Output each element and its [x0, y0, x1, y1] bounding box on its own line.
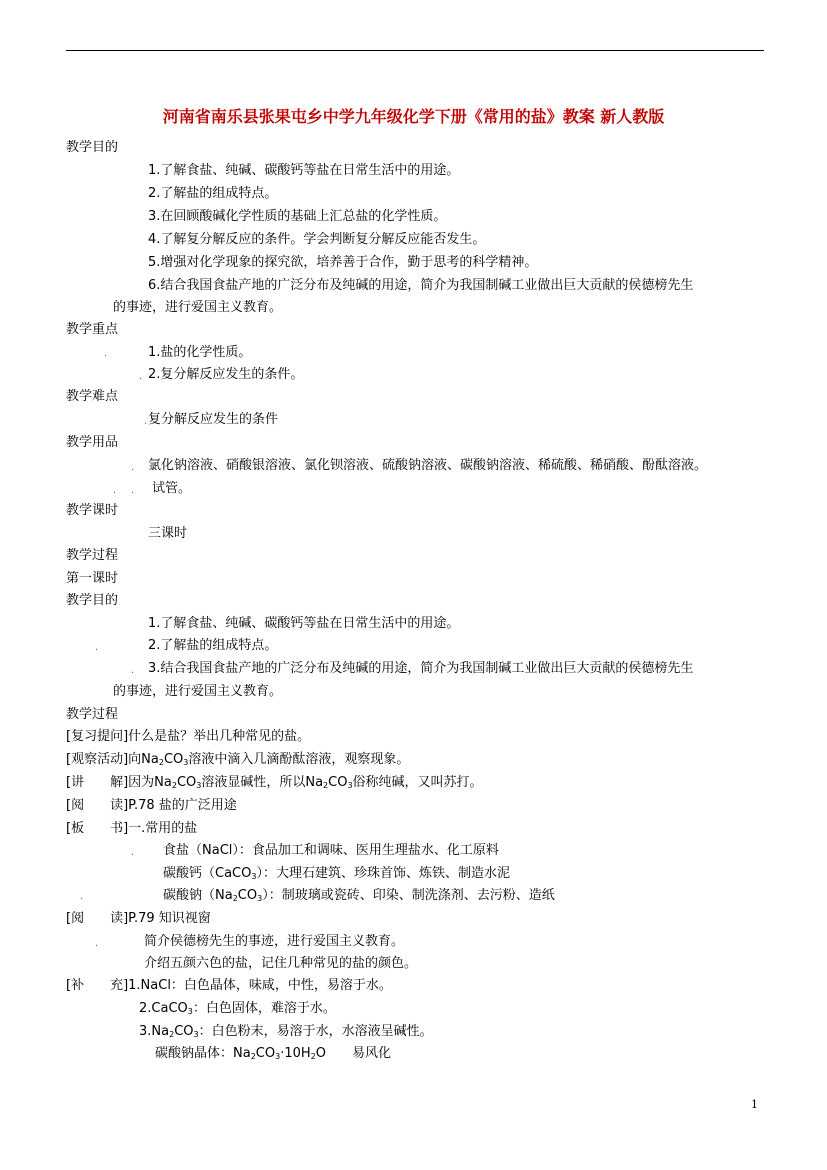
heading-process-2: 教学过程	[66, 707, 119, 722]
key-point-2: 2.复分解反应发生的条件。	[148, 367, 304, 382]
lesson-goal-2: 2.了解盐的组成特点。	[148, 638, 278, 653]
goal-2: 2.了解盐的组成特点。	[148, 186, 278, 201]
goal-1: 1.了解食盐、纯碱、碳酸钙等盐在日常生活中的用途。	[148, 163, 460, 178]
stray-dot-mark: .	[131, 462, 135, 473]
reading-p78: [阅 读]P.78 盐的广泛用途	[66, 798, 237, 813]
goal-5: 5.增强对化学现象的探究欲，培养善于合作，勤于思考的科学精神。	[148, 255, 538, 270]
salt-use-na2co3: 碳酸钠$(Na_2CO_3)$：制玻璃或瓷砖、印染、制洗涤剂、去污粉、造纸	[163, 888, 555, 903]
salt-use-nacl: 食盐（NaCl）：食品加工和调味、医用生理盐水、化工原料	[163, 843, 499, 858]
reading-p79: [阅 读]P.79 知识视窗	[66, 911, 211, 926]
heading-key-points: 教学重点	[66, 322, 119, 337]
supplement-nacl: [补 充]1.NaCl：白色晶体，味咸，中性，易溶于水。	[66, 978, 392, 993]
heading-class-hours: 教学课时	[66, 503, 119, 518]
goal-4: 4.了解复分解反应的条件。学会判断复分解反应能否发生。	[148, 232, 486, 247]
materials-test-tube: 试管。	[152, 481, 192, 496]
heading-materials: 教学用品	[66, 435, 119, 450]
stray-dot-mark: .	[104, 348, 108, 359]
stray-dot-mark: .	[131, 847, 135, 858]
stray-dot-mark: .	[80, 891, 84, 902]
intro-salt-colors: 介绍五颜六色的盐，记住几种常见的盐的颜色。	[144, 956, 418, 971]
supplement-crystal: 碳酸钠晶体：$Na_2CO_3\cdot 10H_2O$ 易风化	[155, 1046, 391, 1061]
goal-6-line-1: 6.结合我国食盐产地的广泛分布及纯碱的用途，简介为我国制碱工业做出巨大贡献的侯德榜先生	[148, 278, 694, 293]
stray-dot-mark: .	[95, 642, 99, 653]
stray-dot-mark: .	[95, 938, 99, 949]
stray-dot-mark: .	[144, 416, 148, 427]
lesson-goal-3-line-2: 的事迹，进行爱国主义教育。	[113, 684, 283, 699]
heading-lesson-goals: 教学目的	[66, 593, 119, 608]
board-heading: [板 书]一.常用的盐	[66, 821, 198, 836]
heading-teaching-goals: 教学目的	[66, 140, 119, 155]
page-number: 1	[751, 1098, 758, 1111]
heading-process: 教学过程	[66, 548, 119, 563]
goal-6-line-2: 的事迹，进行爱国主义教育。	[113, 300, 283, 315]
document-title: 河南省南乐县张果屯乡中学九年级化学下册《常用的盐》教案 新人教版	[162, 107, 665, 126]
intro-hou-debang: 简介侯德榜先生的事迹，进行爱国主义教育。	[144, 934, 405, 949]
stray-dot-mark: .	[139, 371, 143, 382]
stray-dot-mark: .	[113, 485, 117, 496]
key-point-1: 1.盐的化学性质。	[148, 345, 252, 360]
observation-activity: [观察活动]向$Na_2CO_3$溶液中滴入几滴酚酞溶液，观察现象。	[66, 752, 410, 767]
lesson-goal-3-line-1: 3.结合我国食盐产地的广泛分布及纯碱的用途，简介为我国制碱工业做出巨大贡献的侯德榜先生	[148, 661, 694, 676]
stray-dot-mark: .	[131, 485, 135, 496]
review-question: [复习提问]什么是盐？举出几种常见的盐。	[66, 729, 311, 744]
lesson-one-heading: 第一课时	[66, 571, 119, 586]
class-hours-value: 三课时	[148, 526, 188, 541]
stray-dot-mark: .	[131, 665, 135, 676]
materials-solutions: 氯化钠溶液、硝酸银溶液、氯化钡溶液、硫酸钠溶液、碳酸钠溶液、稀硫酸、稀硝酸、酚酞溶液。	[148, 458, 708, 473]
supplement-caco3: 2.CaCO$_3$：白色固体，难溶于水。	[139, 1001, 336, 1016]
goal-3: 3.在回顾酸碱化学性质的基础上汇总盐的化学性质。	[148, 209, 447, 224]
header-rule	[66, 50, 764, 51]
supplement-na2co3: $3.Na_2CO_3$：白色粉末，易溶于水，水溶液呈碱性。	[139, 1024, 433, 1039]
lesson-goal-1: 1.了解食盐、纯碱、碳酸钙等盐在日常生活中的用途。	[148, 616, 460, 631]
explanation: [讲 解]因为$Na_2CO_3$溶液显碱性，所以$Na_2CO_3$俗称纯碱，又叫苏打。	[66, 775, 483, 790]
salt-use-caco3: 碳酸钙（CaCO$_3$）：大理石建筑、珍珠首饰、炼铁、制造水泥	[163, 866, 510, 881]
heading-difficulties: 教学难点	[66, 389, 119, 404]
difficulty-1: 复分解反应发生的条件	[148, 412, 279, 427]
